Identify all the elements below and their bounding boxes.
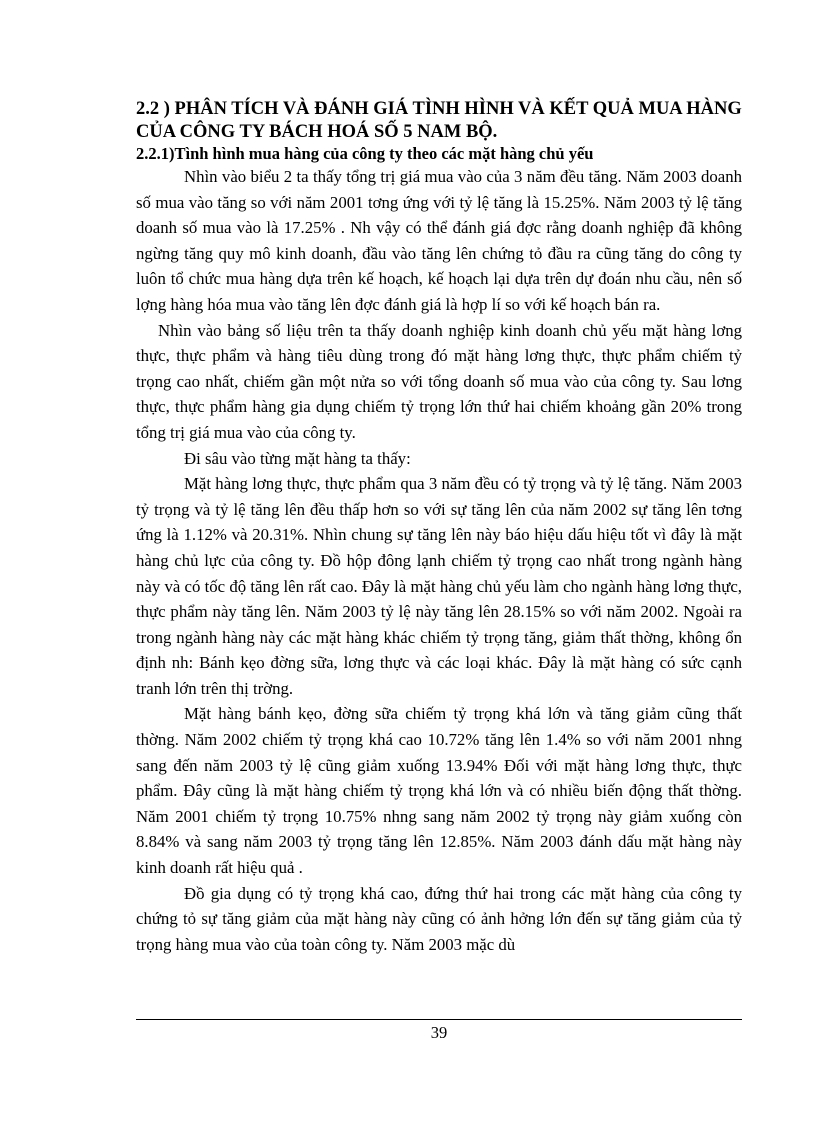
paragraph-5: Mặt hàng bánh kẹo, đờng sữa chiếm tỷ trọng khá lớn và tăng giảm cũng thất thờng. Năm 2002 chiếm tỷ trọng khá cao 10.72% tăng lên 1.4% so với năm 2001 nhng sang đến năm 2003 tỷ lệ cũng giảm xuống 13.94% Đối với mặt hàng lơng thực, thực phẩm. Đây cũng là mặt hàng chiếm tỷ trọng khá lớn và có nhiều biến động thất thờng. Năm 2001 chiếm tỷ trọng 10.75% nhng sang năm 2002 tỷ trọng này giảm xuống còn 8.84% và sang năm 2003 tỷ trọng tăng lên 12.85%. Năm 2003 đánh dấu mặt hàng này kinh doanh rất hiệu quả .: [136, 704, 742, 878]
paragraph-4: Mặt hàng lơng thực, thực phẩm qua 3 năm đều có tỷ trọng và tỷ lệ tăng. Năm 2003 tỷ trọng và tỷ lệ tăng lên đều thấp hơn so với sự tăng lên của năm 2002 sự tăng lên tơng ứng là 1.12% và 20.31%. Nhìn chung sự tăng lên này báo hiệu dấu hiệu tốt vì đây là mặt hàng chủ lực của công ty. Đồ hộp đông lạnh chiếm tỷ trọng cao nhất trong ngành hàng này và có tốc độ tăng lên rất cao. Đây là mặt hàng chủ yếu làm cho ngành hàng lơng thực, thực phẩm này tăng lên. Năm 2003 tỷ lệ này tăng lên 28.15% so với năm 2002. Ngoài ra trong ngành hàng này các mặt hàng khác chiếm tỷ trọng tăng, giảm thất thờng, không ổn định nh: Bánh kẹo đờng sữa, lơng thực và các loại khác. Đây là mặt hàng có sức cạnh tranh lớn trên thị trờng.: [136, 474, 742, 698]
paragraph-2: Nhìn vào bảng số liệu trên ta thấy doanh nghiệp kinh doanh chủ yếu mặt hàng lơng thực, thực phẩm và hàng tiêu dùng trong đó mặt hàng lơng thực, thực phẩm chiếm tỷ trọng cao nhất, chiếm gần một nửa so với tổng doanh số mua vào của công ty. Sau lơng thực, thực phẩm hàng gia dụng chiếm tỷ trọng lớn thứ hai chiếm khoảng gần 20% trong tổng trị giá mua vào của công ty.: [136, 320, 742, 442]
paragraph-3: Đi sâu vào từng mặt hàng ta thấy:: [184, 448, 411, 468]
paragraph-6: Đồ gia dụng có tỷ trọng khá cao, đứng thứ hai trong các mặt hàng của công ty chứng tỏ sự tăng giảm của mặt hàng này cũng có ảnh hởng lớn đến sự tăng giảm của tỷ trọng hàng mua vào của toàn công ty. Năm 2003 mặc dù: [136, 883, 742, 954]
document-page: [136, 98, 742, 957]
section-heading: 2.2 ) PHÂN TÍCH VÀ ĐÁNH GIÁ TÌNH HÌNH VÀ KẾT QUẢ MUA HÀNG CỦA CÔNG TY BÁCH HOÁ SỐ 5 NAM BỘ.: [136, 99, 742, 142]
page-number: 39: [430, 1023, 448, 1042]
body-text: [136, 164, 742, 957]
paragraph-1: Nhìn vào biểu 2 ta thấy tổng trị giá mua vào của 3 năm đều tăng. Năm 2003 doanh số mua vào tăng so với năm 2001 tơng ứng với tỷ lệ tăng là 15.25%. Năm 2003 tỷ lệ tăng doanh số mua vào là 17.25% . Nh vậy có thể đánh giá đợc rằng doanh nghiệp đã không ngừng tăng quy mô kinh doanh, đầu vào tăng lên chứng tỏ đầu ra cũng tăng do công ty luôn tổ chức mua hàng dựa trên kế hoạch, kế hoạch lại dựa trên dự đoán nhu cầu, nên số lợng hàng hóa mua vào tăng lên đợc đánh giá là hợp lí so với kế hoạch bán ra.: [136, 167, 742, 314]
subsection-heading: 2.2.1)Tình hình mua hàng của công ty theo các mặt hàng chủ yếu: [136, 144, 594, 163]
footer-rule: [136, 1019, 742, 1020]
